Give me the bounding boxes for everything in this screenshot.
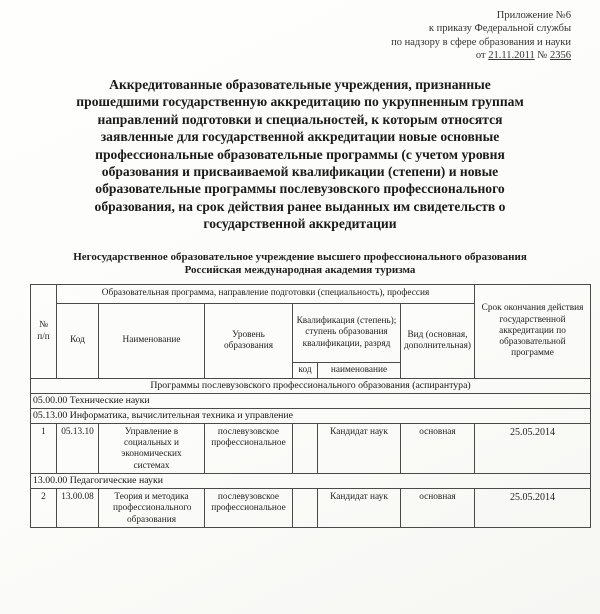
accreditation-table [30,284,591,528]
title-line: направлений подготовки и специальностей, к которым относятся [97,111,503,127]
title-line: Аккредитованные образовательные учреждения, признанные [109,77,491,92]
corner-note-line-3: по надзору в сфере образования и науки [391,36,571,48]
row-expiry: 25.05.2014 [475,489,591,528]
table-row [31,489,591,528]
section-row-informatics [31,408,591,423]
title-line: образования и присваиваемой квалификации (степени) и новые [101,164,499,180]
header-qual-code: код [293,363,318,379]
table-body [31,379,591,528]
section-label: 05.00.00 Технические науки [31,393,591,408]
header-qual-name: наименование [318,363,401,379]
table-header [31,285,591,379]
section-label: Программы послевузовского профессионального образования (аспирантура) [31,379,591,394]
row-expiry: 25.05.2014 [475,423,591,473]
section-row-pedagogical [31,474,591,489]
row-qual-code [293,489,318,528]
corner-note [391,9,571,63]
row-name: Теория и методика профессионального образования [99,489,205,528]
organization-type: Негосударственное образовательное учреждение высшего профессионального образования [73,251,527,263]
title-line: прошедшими государственную аккредитацию по укрупненным группам [76,94,524,110]
row-name: Управление в социальных и экономических системах [99,423,205,473]
header-program-group: Образовательная программа, направление подготовки (специальность), профессия [57,285,475,304]
order-date-prefix: от [475,50,489,62]
section-label: 05.13.00 Информатика, вычислительная техника и управление [31,408,591,423]
row-qual-name: Кандидат наук [318,489,401,528]
section-label: 13.00.00 Педагогические науки [31,474,591,489]
row-qual-code [293,423,318,473]
row-qual-name: Кандидат наук [318,423,401,473]
header-name: Наименование [99,304,205,379]
row-level: послевузовское профессиональное [205,489,293,528]
row-level: послевузовское профессиональное [205,423,293,473]
row-kind: основная [401,489,475,528]
row-num: 1 [31,423,57,473]
header-expiry: Срок окончания действия государственной аккредитации по образовательной программе [475,285,591,379]
corner-note-line-4 [391,49,571,62]
corner-note-line-1: Приложение №6 [496,10,571,21]
row-num: 2 [31,489,57,528]
table-row [31,423,591,473]
title-line: государственной аккредитации [203,216,397,232]
title-line: образования, на срок действия ранее выданных им свидетельств о [94,198,506,214]
order-date: 21.11.2011 [488,50,535,62]
row-code: 13.00.08 [57,489,99,528]
corner-note-line-2: к приказу Федеральной службы [428,23,571,35]
order-number-prefix: № [534,50,550,62]
organization-title: Российская международная академия туризма [184,264,416,276]
header-num: № п/п [31,285,57,379]
header-level: Уровень образования [205,304,293,379]
organization-name [0,251,600,277]
header-qualification: Квалификация (степень); ступень образования квалификации, разряд [293,304,401,363]
title-line: заявленные для государственной аккредитации новые основные [100,129,500,145]
title-line: профессиональные образовательные программы (с учетом уровня [95,146,505,162]
section-row-technical [31,393,591,408]
row-code: 05.13.10 [57,423,99,473]
order-number: 2356 [550,50,571,62]
row-kind: основная [401,423,475,473]
section-row-postgraduate [31,379,591,394]
document-title [0,76,600,233]
header-kind: Вид (основная, дополнительная) [401,304,475,379]
title-line: образовательные программы послевузовского профессионального [95,181,505,197]
header-code: Код [57,304,99,379]
